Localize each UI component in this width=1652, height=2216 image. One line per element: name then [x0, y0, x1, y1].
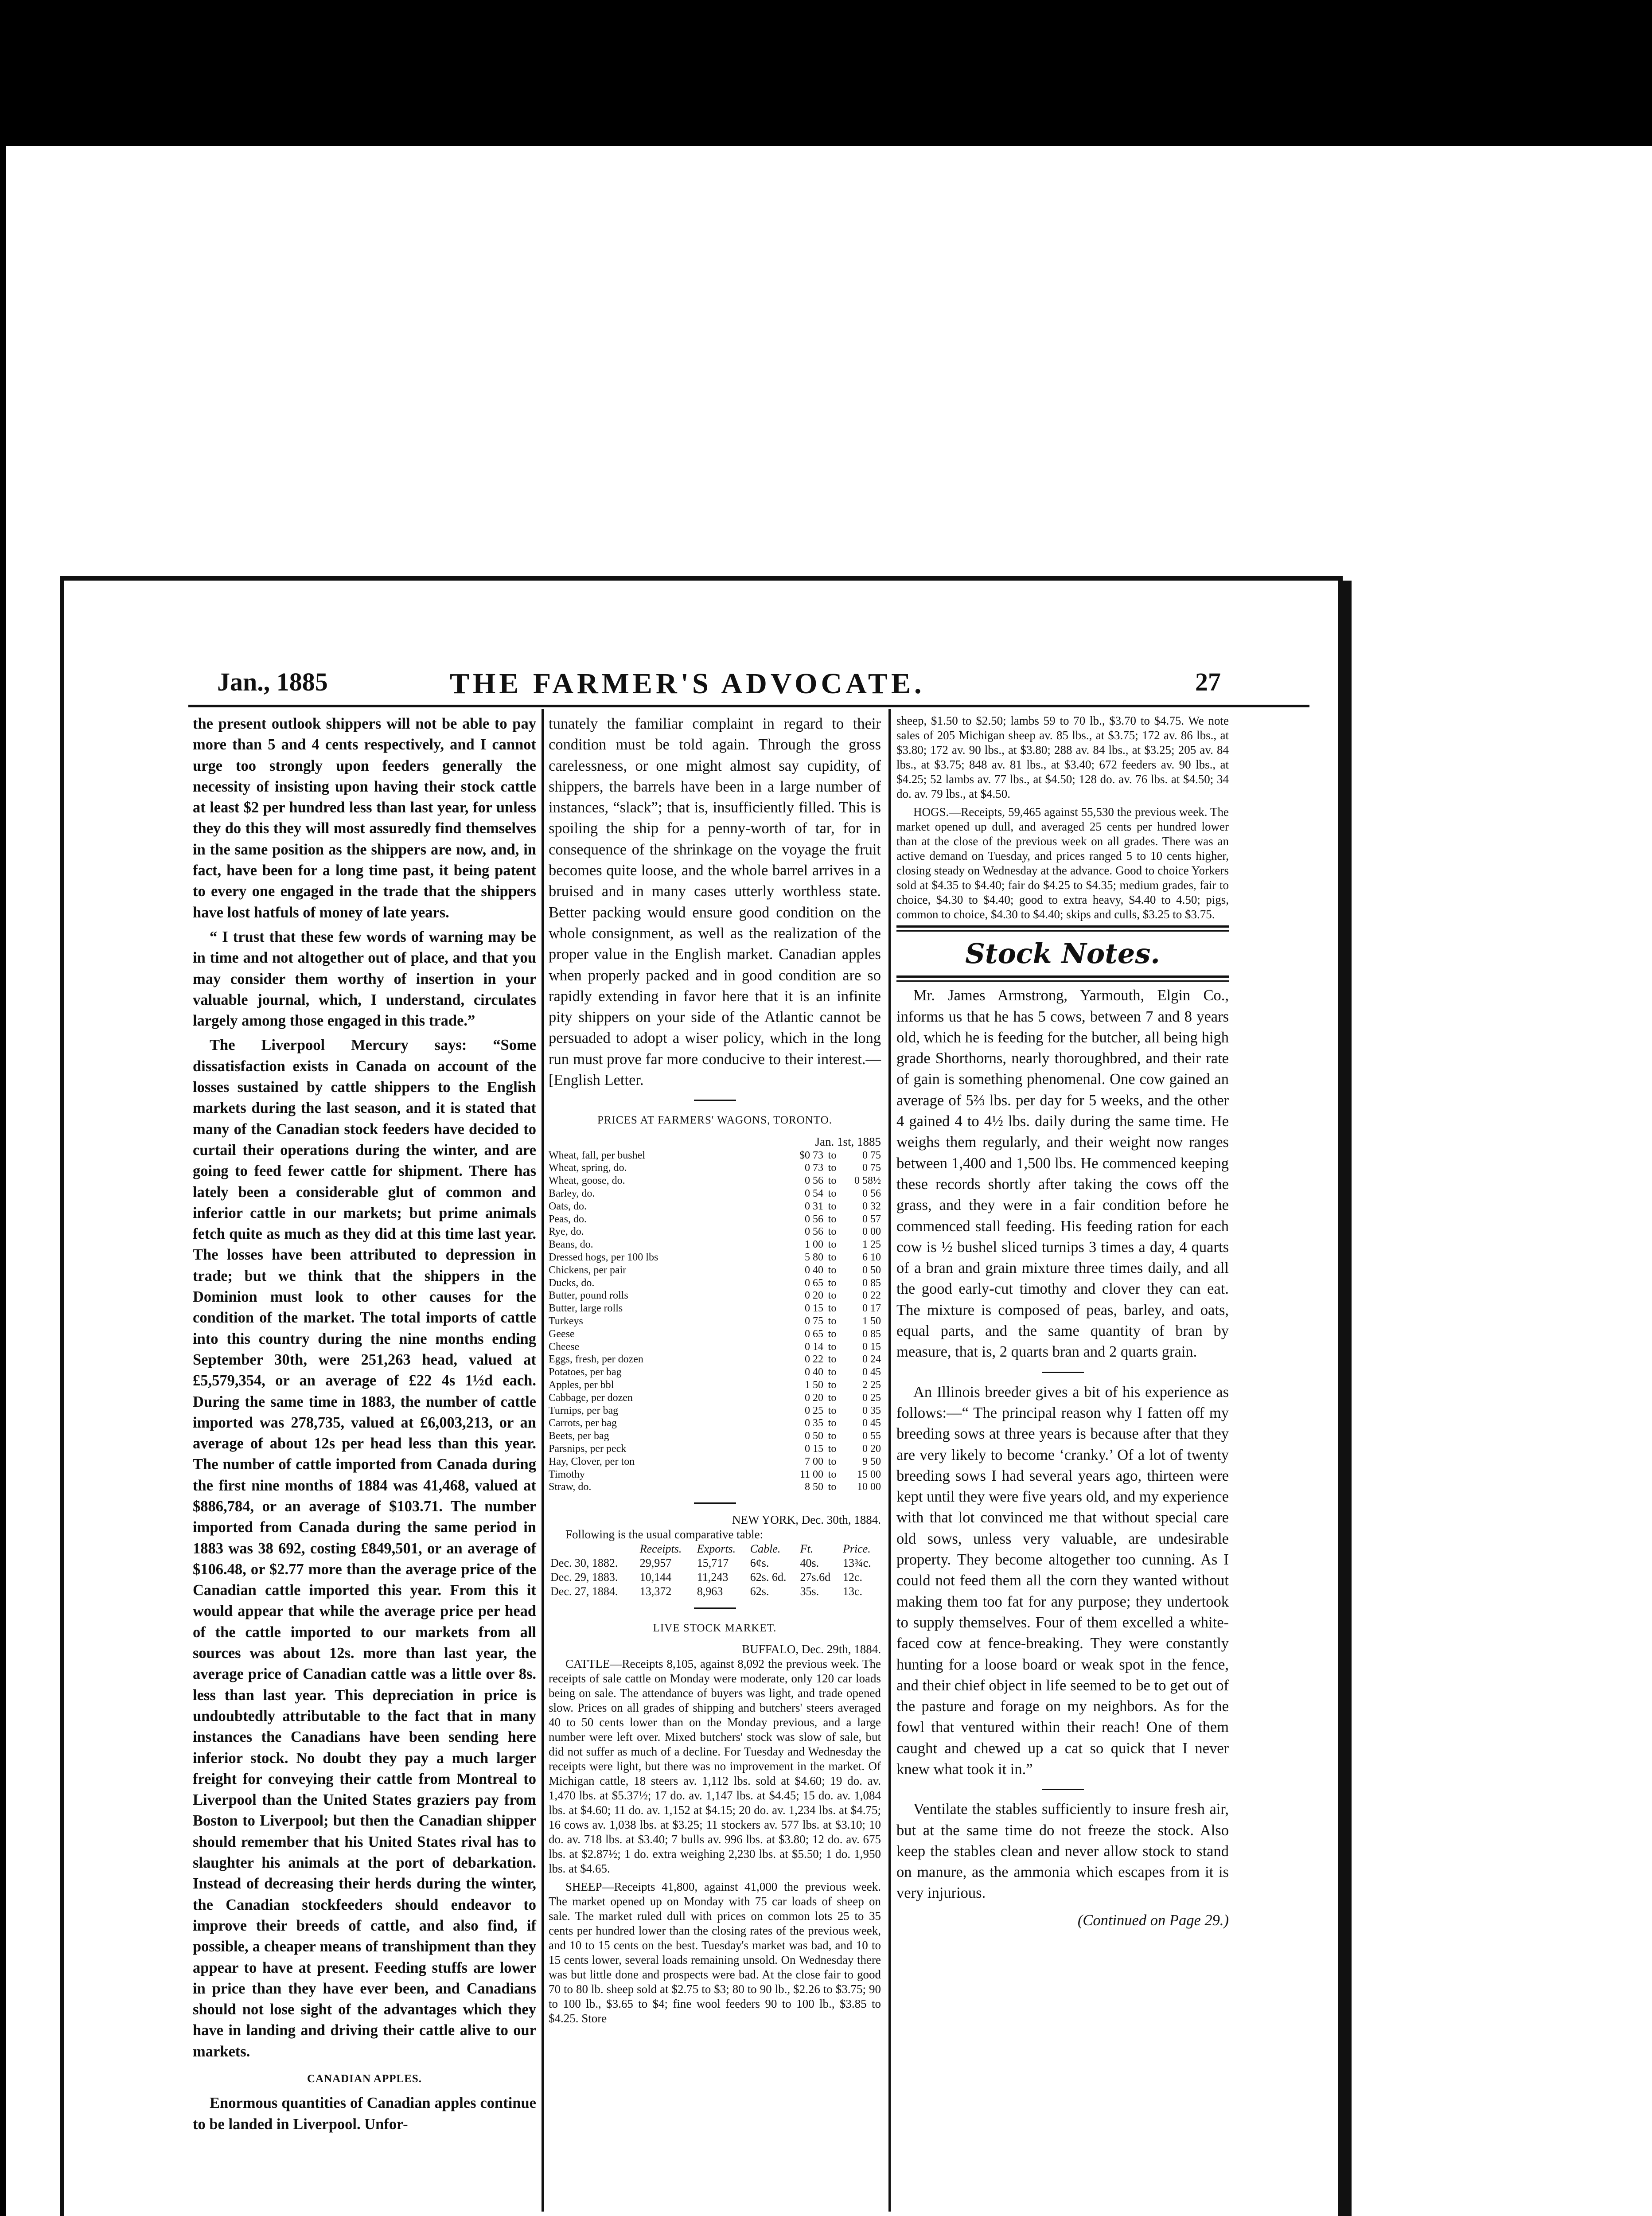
price-item: Straw, do.: [549, 1481, 592, 1493]
price-item: Chickens, per pair: [549, 1264, 627, 1276]
price-item: Eggs, fresh, per dozen: [549, 1354, 643, 1365]
column-rule-1: [542, 709, 544, 2212]
paragraph: An Illinois breeder gives a bit of his experience as follows:—“ The principal reason why I fatten off my breeding sows at three years is because after that they are very likely to become ‘cranky.’ Of a lot of twenty breeding sows I had several years ago, thirteen were kept until they were five years old, and my experience with that lot convinced me that without special care old sows, unless very valuable, are undesirable property. They become altogether too cunning. As I could not feed them all the corn they wanted without making them too fat for any purpose; they undertook to supply themselves. Four of them excelled a white-faced cow at fence-breaking. They were constantly hunting for a loose board or weak spot in the fence, and their chief object in life seemed to be to get out of the pasture and forage on my neighbors. As for the fowl that ventured within their reach! One of them caught and chewed up a cat so quick that I never knew what took it in.”: [896, 1383, 1229, 1778]
price-high: 15 00: [857, 1468, 881, 1480]
price-row: [549, 1225, 881, 1238]
price-to: to: [828, 1252, 837, 1264]
price-row: [549, 1341, 881, 1354]
price-row: [549, 1174, 881, 1187]
price-to: to: [828, 1379, 837, 1391]
price-row: [549, 1366, 881, 1379]
price-item: Geese: [549, 1328, 575, 1340]
paragraph: “ I trust that these few words of warning may be in time and not altogether out of place, and that you may consider them worthy of insertion in your valuable journal, which, I understand, circulates largely among those engaged in this trade.”: [193, 928, 536, 1030]
column-rule-2: [888, 709, 891, 2212]
price-high: 0 58½: [854, 1175, 881, 1187]
paragraph: Enormous quantities of Canadian apples continue to be landed in Liverpool. Unfor-: [193, 2095, 536, 2133]
price-low: 0 31: [805, 1200, 823, 1212]
price-high: 0 15: [862, 1341, 881, 1353]
price-low: 0 56: [805, 1226, 823, 1238]
price-row: [549, 1443, 881, 1455]
price-low: 0 25: [805, 1405, 823, 1416]
page-number: 27: [1195, 667, 1221, 696]
price-high: 6 10: [862, 1252, 881, 1264]
comparative-table: [549, 1542, 881, 1599]
price-row: [549, 1379, 881, 1392]
comparative-cell: Dec. 29, 1883.: [550, 1571, 618, 1584]
price-low: 0 65: [805, 1328, 823, 1340]
comparative-header: Receipts.: [639, 1542, 682, 1556]
price-low: $0 73: [799, 1149, 823, 1161]
price-to: to: [828, 1468, 837, 1480]
dateline: NEW YORK, Dec. 30th, 1884.: [732, 1513, 881, 1527]
market-report-sheep-cont: sheep, $1.50 to $2.50; lambs 59 to 70 lb., $3.70 to $4.75. We note sales of 205 Michigan sheep av. 85 lbs., at $3.75; 172 av. 86 lbs., at $3.80; 172 av. 90 lbs., at $3.80; 288 av. 84 lbs., at $3.25; 205 av. 84 lbs., at $3.75; 848 av. 81 lbs., at $3.40; 672 feeders av. 90 lbs., at $4.25; 52 lambs av. 77 lbs., at $4.50; 128 do. av. 76 lbs. at $4.50; 34 do. av. 79 lbs., at $4.50.: [896, 714, 1229, 800]
comparative-cell: 13,372: [639, 1585, 672, 1598]
price-item: Oats, do.: [549, 1200, 587, 1212]
comparative-cell: 10,144: [639, 1571, 672, 1584]
price-to: to: [828, 1315, 837, 1327]
price-low: 0 50: [805, 1430, 823, 1442]
price-row: [549, 1468, 881, 1481]
price-to: to: [828, 1430, 837, 1442]
price-to: to: [828, 1239, 837, 1251]
price-row: [549, 1315, 881, 1328]
price-row: [549, 1251, 881, 1264]
comparative-header: Ft.: [800, 1542, 814, 1556]
price-item: Beans, do.: [549, 1239, 593, 1251]
scan-border-top: [0, 0, 1652, 146]
price-row: [549, 1417, 881, 1430]
price-to: to: [828, 1303, 837, 1315]
price-item: Turkeys: [549, 1315, 583, 1327]
price-high: 9 50: [862, 1455, 881, 1467]
price-row: [549, 1430, 881, 1443]
comparative-cell: Dec. 27, 1884.: [550, 1585, 618, 1598]
page-shadow-right: [1338, 581, 1352, 2216]
price-item: Butter, large rolls: [549, 1303, 623, 1315]
price-to: to: [828, 1443, 837, 1455]
price-item: Timothy: [549, 1468, 585, 1480]
price-row: [549, 1149, 881, 1162]
price-row: [549, 1328, 881, 1341]
comparative-cell: 11,243: [697, 1571, 729, 1584]
price-to: to: [828, 1226, 837, 1238]
comparative-header: Exports.: [697, 1542, 736, 1556]
price-to: to: [828, 1188, 837, 1200]
price-low: 7 00: [805, 1455, 823, 1467]
price-item: Carrots, per bag: [549, 1417, 617, 1429]
section-heading: CANADIAN APPLES.: [307, 2073, 422, 2085]
price-low: 0 75: [805, 1315, 823, 1327]
stock-notes-heading: Stock Notes.: [965, 937, 1160, 970]
header-rule: [188, 705, 1309, 707]
price-to: to: [828, 1481, 837, 1493]
price-row: [549, 1302, 881, 1315]
separator: [1042, 1789, 1084, 1790]
paragraph: The Liverpool Mercury says: “Some dissatisfaction exists in Canada on account of the losses sustained by cattle shippers to the English markets during the last season, and it is stated that many of the Canadian stock feeders have decided to curtail their operations during the winter, and are going to feed fewer cattle for shipment. There has lately been a considerable glut of common and inferior cattle in our markets; but prime animals fetch quite as much as they did at this time last year. The losses have been attributed to depression in trade; but we think that the shippers in the Dominion must look to other causes for the condition of the market. The total imports of cattle into this country during the nine months ending September 30th, were 251,263 head, valued at £5,579,354, or an average of £22 4s 1½d each. During the same time in 1883, the number of cattle imported was 278,735, valued at £6,003,213, or an average of about 12s per head less than this year. The number of cattle imported from Canada during the first nine months of 1884 was 41,468, valued at $886,784, or an average of $103.71. The number imported from Canada during the same period in 1883 was 38 692, costing £849,501, or an average of $106.48, or $2.77 more than the average price of the Canadian cattle imported this year. From this it would appear that while the average price per head of the cattle imported to our markets from all sources was about 12s. more than last year, the average price of Canadian cattle was a little over 8s. less than last year. This depreciation in price is undoubtedly attributable to the fact that in many instances the Canadians have been sending here inferior stock. No doubt they pay a much larger freight for conveying their cattle from Montreal to Liverpool than the United States graziers pay from Boston to Liverpool; but then the Canadian shipper should remember that his United States rival has to slaughter his animals at the port of debarkation. Instead of decreasing their herds during the winter, the Canadian stockfeeders should endeavor to improve their breeds of cattle, and also find, if possible, a cheaper means of transhipment than they appear to have at present. Feeding stuffs are lower in price than they have ever been, and Canadians should not lose sight of the advantages which they have in landing and driving their cattle alive to our markets.: [193, 1037, 536, 2060]
paragraph: Mr. James Armstrong, Yarmouth, Elgin Co., informs us that he has 5 cows, between 7 and 8 years old, which he is feeding for the butcher, all being high grade Shorthorns, nearly thoroughbred, and their rate of gain is something phenomenal. One cow gained an average of 5⅔ lbs. per day for 5 weeks, and the other 4 gained 4 to 4½ lbs. daily during the same time. He weighs them regularly, and their weight now ranges between 1,400 and 1,500 lbs. He commenced keeping these records shortly after taking the cows off the grass, and they were in a fair condition before he commenced stall feeding. His feeding ration for each cow is ½ bushel sliced turnips 3 times a day, 4 quarts of a bran and grain mixture three times daily, and all the good early-cut timothy and clover they can eat. The mixture is composed of peas, barley, and oats, equal parts, and the same quantity of bran by measure, that is, 2 quarts bran and 2 quarts grain.: [896, 987, 1229, 1361]
market-report-hogs: HOGS.—Receipts, 59,465 against 55,530 the previous week. The market opened up dull, and averaged 25 cents per hundred lower than at the close of the previous week on all grades. There was an active demand on Tuesday, and prices ranged 5 to 10 cents higher, closing steady on Wednesday at the advance. Good to choice Yorkers sold at $4.35 to $4.40; fair do $4.25 to $4.35; medium grades, fair to choice, $4.30 to $4.40; good to extra heavy, $4.40 to 4.50; pigs, common to choice, $4.30 to $4.40; skips and culls, $3.25 to $3.75.: [896, 805, 1229, 921]
price-row: [549, 1200, 881, 1213]
price-high: 0 75: [862, 1149, 881, 1161]
price-high: 0 45: [862, 1417, 881, 1429]
price-item: Wheat, spring, do.: [549, 1162, 627, 1174]
price-high: 10 00: [857, 1481, 881, 1493]
price-to: to: [828, 1264, 837, 1276]
comparative-cell: 27s.6d: [800, 1571, 831, 1584]
price-high: 0 85: [862, 1328, 881, 1340]
price-low: 0 15: [805, 1443, 823, 1455]
price-item: Rye, do.: [549, 1226, 584, 1238]
price-to: to: [828, 1417, 837, 1429]
price-high: 0 35: [862, 1405, 881, 1416]
page-header: [148, 667, 1221, 698]
price-to: to: [828, 1405, 837, 1416]
dateline: BUFFALO, Dec. 29th, 1884.: [742, 1642, 881, 1656]
price-item: Wheat, goose, do.: [549, 1175, 625, 1187]
price-to: to: [828, 1175, 837, 1187]
price-high: 0 20: [862, 1443, 881, 1455]
price-to: to: [828, 1290, 837, 1302]
table-intro: Following is the usual comparative table:: [565, 1528, 764, 1541]
comparative-row: [549, 1570, 881, 1584]
separator: [694, 1502, 736, 1504]
comparative-row: [549, 1584, 881, 1599]
price-item: Cheese: [549, 1341, 580, 1353]
price-low: 0 20: [805, 1392, 823, 1404]
scan-border-left: [0, 146, 6, 2216]
price-item: Potatoes, per bag: [549, 1366, 622, 1378]
price-low: 0 40: [805, 1264, 823, 1276]
column-2: [549, 714, 881, 2029]
price-item: Wheat, fall, per bushel: [549, 1149, 645, 1161]
price-low: 11 00: [799, 1468, 823, 1480]
price-item: Parsnips, per peck: [549, 1443, 627, 1455]
column-1: [193, 714, 536, 2138]
price-row: [549, 1455, 881, 1468]
price-high: 0 17: [862, 1303, 881, 1315]
price-high: 0 50: [862, 1264, 881, 1276]
price-low: 0 54: [805, 1188, 823, 1200]
price-to: to: [828, 1366, 837, 1378]
price-high: 0 24: [862, 1354, 881, 1365]
section-heading: PRICES AT FARMERS' WAGONS, TORONTO.: [597, 1114, 832, 1127]
comparative-cell: 13¾c.: [842, 1557, 871, 1570]
price-high: 1 50: [862, 1315, 881, 1327]
price-to: to: [828, 1213, 837, 1225]
price-low: 0 22: [805, 1354, 823, 1365]
price-low: 0 14: [805, 1341, 823, 1353]
price-high: 0 32: [862, 1200, 881, 1212]
price-to: to: [828, 1392, 837, 1404]
double-rule: [896, 975, 1229, 982]
separator: [1042, 1372, 1084, 1373]
price-to: to: [828, 1328, 837, 1340]
price-high: 0 56: [862, 1188, 881, 1200]
market-report-sheep: SHEEP—Receipts 41,800, against 41,000 the previous week. The market opened up on Monday with 75 car loads of sheep on sale. The market ruled dull with prices on common lots 25 to 35 cents per hundred lower than the closing rates of the previous week, and 10 to 15 cents on the best. Tuesday's market was bad, and 10 to 15 cents lower, several loads remaining unsold. On Wednesday there was but little done and prospects were bad. At the close fair to good 70 to 80 lb. sheep sold at $2.75 to $3; 80 to 90 lb., $2.26 to $3.75; 90 to 100 lb., $3.65 to $4; fine wool feeders 90 to 100 lb., $3.85 to $4.25. Store: [549, 1880, 881, 2025]
price-row: [549, 1264, 881, 1277]
price-item: Barley, do.: [549, 1188, 595, 1200]
price-table: [549, 1149, 881, 1494]
price-to: to: [828, 1162, 837, 1174]
comparative-cell: 12c.: [842, 1571, 862, 1584]
price-row: [549, 1289, 881, 1302]
price-to: to: [828, 1341, 837, 1353]
price-low: 0 35: [805, 1417, 823, 1429]
price-low: 0 40: [805, 1366, 823, 1378]
price-row: [549, 1353, 881, 1366]
comparative-cell: 62s. 6d.: [750, 1571, 787, 1584]
price-high: 0 55: [862, 1430, 881, 1442]
price-to: to: [828, 1200, 837, 1212]
price-row: [549, 1213, 881, 1226]
price-low: 1 50: [805, 1379, 823, 1391]
comparative-cell: 6¢s.: [750, 1557, 769, 1570]
price-row: [549, 1277, 881, 1290]
comparative-row: [549, 1556, 881, 1570]
dateline: Jan. 1st, 1885: [815, 1135, 881, 1148]
paragraph: the present outlook shippers will not be able to pay more than 5 and 4 cents respectively, and I cannot urge too strongly upon feeders generally the necessity of insisting upon having their stock cattle at least $2 per hundred less than last year, for unless they do this they will most assuredly find themselves in the same position as the shippers are now, and, in fact, have been for a long time past, it being patent to every one engaged in the trade that the shippers have lost hatfuls of money of late years.: [193, 715, 536, 921]
price-row: [549, 1238, 881, 1251]
comparative-cell: 40s.: [800, 1557, 819, 1570]
column-3: [896, 714, 1229, 1931]
separator: [694, 1100, 736, 1101]
price-low: 0 56: [805, 1213, 823, 1225]
comparative-header: [549, 1542, 638, 1556]
price-row: [549, 1162, 881, 1174]
price-high: 0 45: [862, 1366, 881, 1378]
comparative-cell: 13c.: [842, 1585, 862, 1598]
comparative-cell: 62s.: [750, 1585, 769, 1598]
price-item: Peas, do.: [549, 1213, 587, 1225]
issue-date: Jan., 1885: [217, 667, 328, 696]
price-row: [549, 1187, 881, 1200]
paragraph: tunately the familiar complaint in regard to their condition must be told again. Through the gross carelessness, or one might almost say cupidity, of shippers, the barrels have been in a large number of instances, “slack”; that is, insufficiently filled. This is spoiling the ship for a penny-worth of tar, for in consequence of the shrinkage on the voyage the fruit becomes quite loose, and the whole barrel arrives in a bruised and in many cases utterly worthless state. Better packing would ensure good condition on the whole consignment, as well as the realization of the proper value in the English market. Canadian apples when properly packed and in good condition are so rapidly extending in favor here that it is an infinite pity shippers on your side of the Atlantic cannot be persuaded to adopt a wiser policy, which in the long run must prove far more conducive to their interest.—[English Letter.: [549, 715, 881, 1089]
price-to: to: [828, 1354, 837, 1365]
price-low: 0 15: [805, 1303, 823, 1315]
comparative-cell: 35s.: [800, 1585, 819, 1598]
price-low: 0 73: [805, 1162, 823, 1174]
price-item: Ducks, do.: [549, 1277, 595, 1289]
price-high: 0 57: [862, 1213, 881, 1225]
price-item: Butter, pound rolls: [549, 1290, 628, 1302]
comparative-header: Cable.: [750, 1542, 781, 1556]
comparative-cell: 8,963: [697, 1585, 723, 1598]
price-high: 0 25: [862, 1392, 881, 1404]
price-item: Hay, Clover, per ton: [549, 1455, 635, 1467]
price-to: to: [828, 1149, 837, 1161]
price-high: 1 25: [862, 1239, 881, 1251]
price-row: [549, 1405, 881, 1417]
price-high: 0 22: [862, 1290, 881, 1302]
price-low: 0 20: [805, 1290, 823, 1302]
price-item: Cabbage, per dozen: [549, 1392, 633, 1404]
continuation-note: (Continued on Page 29.): [1077, 1912, 1229, 1929]
comparative-cell: Dec. 30, 1882.: [550, 1557, 618, 1570]
price-low: 1 00: [805, 1239, 823, 1251]
price-item: Beets, per bag: [549, 1430, 609, 1442]
price-row: [549, 1481, 881, 1494]
section-heading: LIVE STOCK MARKET.: [653, 1622, 777, 1635]
price-high: 0 00: [862, 1226, 881, 1238]
separator: [694, 1607, 736, 1609]
paragraph: Ventilate the stables sufficiently to insure fresh air, but at the same time do not freeze the stock. Also keep the stables clean and never allow stock to stand on manure, as the ammonia which escapes from it is very injurious.: [896, 1801, 1229, 1902]
price-item: Dressed hogs, per 100 lbs: [549, 1252, 658, 1264]
price-to: to: [828, 1277, 837, 1289]
price-item: Apples, per bbl: [549, 1379, 614, 1391]
double-rule: [896, 925, 1229, 932]
masthead-title: THE FARMER'S ADVOCATE.: [450, 667, 925, 700]
price-low: 0 56: [805, 1175, 823, 1187]
price-high: 0 85: [862, 1277, 881, 1289]
price-low: 8 50: [805, 1481, 823, 1493]
price-to: to: [828, 1455, 837, 1467]
comparative-cell: 29,957: [639, 1557, 672, 1570]
price-item: Turnips, per bag: [549, 1405, 619, 1416]
comparative-cell: 15,717: [697, 1557, 729, 1570]
price-high: 2 25: [862, 1379, 881, 1391]
comparative-header: Price.: [842, 1542, 871, 1556]
price-low: 5 80: [805, 1252, 823, 1264]
market-report-cattle: CATTLE—Receipts 8,105, against 8,092 the previous week. The receipts of sale cattle on Monday were moderate, only 120 car loads being on sale. The attendance of buyers was light, and trade opened slow. Prices on all grades of shipping and butchers' steers averaged 40 to 50 cents lower than on the Monday previous, and a large number were left over. Mixed butchers' stock was slow of sale, but did not suffer as much of a decline. For Tuesday and Wednesday the receipts were light, but there was no improvement in the market. Of Michigan cattle, 18 steers av. 1,112 lbs. sold at $4.60; 19 do. av. 1,470 lbs. at $5.37½; 17 do. av. 1,147 lbs. at $4.45; 15 do. av. 1,084 lbs. at $4.60; 11 do. av. 1,152 at $4.15; 20 do. av. 1,234 lbs. at $4.75; 16 cows av. 1,038 lbs. at $3.25; 11 stockers av. 577 lbs. at $3.10; 10 do. av. 718 lbs. at $3.40; 7 bulls av. 996 lbs. at $3.80; 12 do. av. 675 lbs. at $2.87½; 1 do. extra weighing 2,230 lbs. at $5.50; 1 do. 1,950 lbs. at $4.65.: [549, 1657, 881, 1876]
price-high: 0 75: [862, 1162, 881, 1174]
price-low: 0 65: [805, 1277, 823, 1289]
price-row: [549, 1392, 881, 1405]
